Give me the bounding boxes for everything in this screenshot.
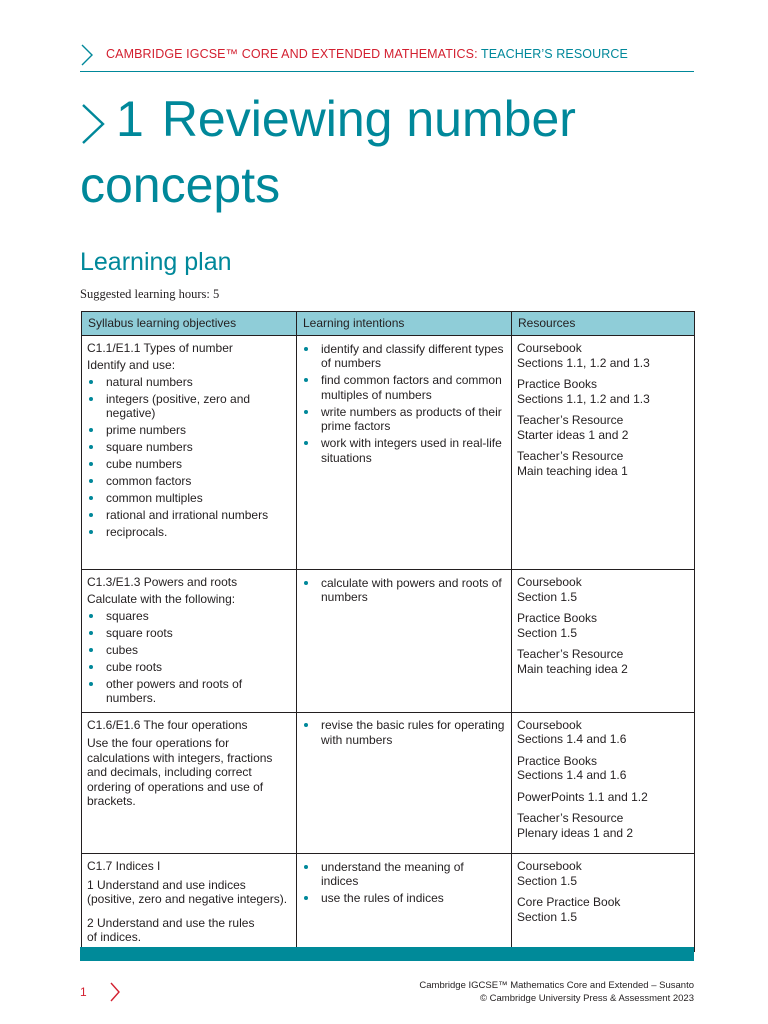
resource-detail: Section 1.5 (517, 873, 578, 888)
resource-entry (517, 895, 689, 924)
list-item: cube numbers (87, 457, 291, 472)
chevron-right-icon (80, 103, 106, 145)
intentions-cell (297, 712, 512, 854)
resource-title: Coursebook (517, 717, 582, 732)
objectives-cell (82, 712, 297, 854)
list-item: understand the meaning of indices (302, 860, 506, 889)
resource-title: PowerPoints 1.1 and 1.2 (517, 789, 648, 804)
list-item: natural numbers (87, 375, 291, 390)
resources-cell (512, 336, 695, 570)
resource-detail: Sections 1.4 and 1.6 (517, 768, 627, 782)
list-item: cube roots (87, 660, 291, 675)
resource-title: Teacher’s Resource (517, 647, 624, 661)
list-item: cubes (87, 643, 291, 658)
intention-list (302, 576, 506, 605)
list-item: work with integers used in real-life situations (302, 436, 506, 465)
resource-title: Practice Books (517, 611, 598, 625)
resource-title: Coursebook (517, 859, 582, 873)
resource-title: Core Practice Book (517, 895, 621, 909)
objective-intro: Calculate with the following: (87, 591, 236, 606)
intentions-cell (297, 854, 512, 952)
table-header-row (82, 312, 695, 336)
list-item: squares (87, 609, 291, 624)
intentions-cell (297, 336, 512, 570)
resource-detail: Section 1.5 (517, 589, 578, 604)
resource-detail: Main teaching idea 1 (517, 463, 628, 478)
resource-entry (517, 377, 689, 406)
chapter-number: 1 (116, 91, 144, 147)
resource-detail: Section 1.5 (517, 909, 578, 924)
chapter-title (80, 86, 720, 218)
resource-detail: Section 1.5 (517, 625, 578, 640)
list-item: other powers and roots of numbers. (87, 677, 291, 706)
chapter-title-text: Reviewing number concepts (80, 91, 576, 213)
resource-title: Teacher’s Resource (517, 811, 624, 825)
resource-detail: Sections 1.4 and 1.6 (517, 732, 627, 746)
header-rule (80, 71, 694, 72)
list-item: write numbers as products of their prime factors (302, 405, 506, 434)
objective-title: C1.1/E1.1 Types of number (87, 341, 233, 355)
resource-entry (517, 341, 689, 370)
running-title-book: TEACHER’S RESOURCE (480, 47, 628, 61)
objectives-cell (82, 854, 297, 952)
resource-entry (517, 413, 689, 442)
resource-detail: Sections 1.1, 1.2 and 1.3 (517, 355, 650, 370)
footer-copyright: © Cambridge University Press & Assessment 2023 (480, 993, 694, 1004)
running-title-series: CAMBRIDGE IGCSE™ CORE AND EXTENDED MATHEMATICS: (106, 47, 481, 61)
resource-entry (517, 811, 689, 840)
chevron-right-icon (80, 44, 94, 66)
objective-title: C1.6/E1.6 The four operations (87, 717, 248, 732)
resource-entry (517, 754, 689, 783)
column-header: Learning intentions (297, 312, 512, 336)
page-number: 1 (80, 985, 87, 999)
table-row (82, 570, 695, 713)
resources-cell (512, 712, 695, 854)
table-row (82, 854, 695, 952)
resource-title: Coursebook (517, 341, 582, 355)
chapter-heading (80, 86, 720, 218)
column-header: Syllabus learning objectives (82, 312, 297, 336)
objective-title: C1.7 Indices I (87, 859, 161, 873)
resources-cell (512, 570, 695, 713)
objective-list (87, 609, 291, 706)
resource-entry (517, 575, 689, 604)
running-header (80, 44, 694, 72)
intentions-cell (297, 570, 512, 713)
list-item: use the rules of indices (302, 891, 506, 906)
list-item: identify and classify different types of numbers (302, 342, 506, 371)
objective-point: 2 Understand and use the rules of indices. (87, 915, 255, 944)
list-item: square numbers (87, 440, 291, 455)
resource-title: Practice Books (517, 753, 598, 768)
learning-plan-table (81, 311, 695, 952)
list-item: reciprocals. (87, 525, 291, 540)
objective-description: Use the four operations for calculations with integers, fractions and decimals, including correct ordering of operations and use of brackets. (87, 736, 273, 808)
intention-list (302, 342, 506, 466)
resource-entry (517, 718, 689, 747)
column-header: Resources (512, 312, 695, 336)
resource-title: Teacher’s Resource (517, 449, 624, 463)
resource-entry (517, 449, 689, 478)
resource-entry (517, 647, 689, 676)
resource-entry (517, 790, 689, 805)
objective-intro: Identify and use: (87, 357, 176, 372)
objective-point: 1 Understand and use indices (positive, zero and negative integers). (87, 877, 288, 906)
intention-list (302, 718, 506, 747)
resource-entry (517, 859, 689, 888)
footer-bar (80, 947, 694, 961)
suggested-hours: Suggested learning hours: 5 (80, 287, 220, 301)
resource-detail: Main teaching idea 2 (517, 661, 628, 676)
list-item: common multiples (87, 491, 291, 506)
chevron-right-icon (109, 982, 121, 1002)
resource-entry (517, 611, 689, 640)
footer-credits (419, 979, 694, 1005)
list-item: revise the basic rules for operating with numbers (302, 718, 506, 747)
resource-title: Practice Books (517, 377, 598, 391)
resource-detail: Sections 1.1, 1.2 and 1.3 (517, 391, 650, 406)
table-row (82, 336, 695, 570)
table-row (82, 712, 695, 854)
objectives-cell (82, 336, 297, 570)
list-item: integers (positive, zero and negative) (87, 392, 291, 421)
resource-detail: Starter ideas 1 and 2 (517, 427, 629, 442)
resource-title: Teacher’s Resource (517, 413, 624, 427)
objectives-cell (82, 570, 297, 713)
running-title (106, 47, 628, 61)
list-item: prime numbers (87, 423, 291, 438)
objective-list (87, 375, 291, 540)
resource-title: Coursebook (517, 575, 582, 589)
resource-detail: Plenary ideas 1 and 2 (517, 825, 634, 840)
list-item: square roots (87, 626, 291, 641)
list-item: common factors (87, 474, 291, 489)
footer-book-line: Cambridge IGCSE™ Mathematics Core and Extended – Susanto (419, 980, 694, 991)
learning-plan-heading: Learning plan (80, 248, 232, 276)
list-item: calculate with powers and roots of numbers (302, 576, 506, 605)
resources-cell (512, 854, 695, 952)
intention-list (302, 860, 506, 906)
list-item: find common factors and common multiples of numbers (302, 373, 506, 402)
objective-title: C1.3/E1.3 Powers and roots (87, 575, 238, 589)
list-item: rational and irrational numbers (87, 508, 291, 523)
